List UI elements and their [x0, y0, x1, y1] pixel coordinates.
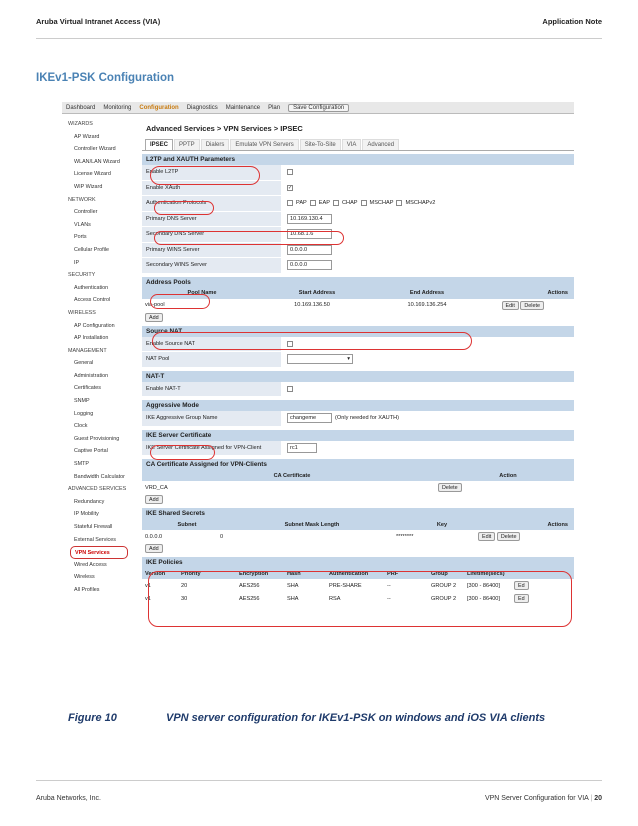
policy-cell: v1 — [145, 595, 151, 602]
source-nat-header: Source NAT — [142, 326, 574, 337]
subnet-col: Subnet — [177, 521, 197, 528]
sidebar-item-snmp[interactable]: SNMP — [74, 398, 90, 405]
enable-natt-label: Enable NAT-T — [142, 382, 281, 397]
sidebar-item-guest-provisioning[interactable]: Guest Provisioning — [74, 435, 120, 442]
ca-action-col: Action — [499, 472, 517, 479]
pap-checkbox[interactable] — [287, 200, 293, 206]
tab-site-to-site[interactable]: Site-To-Site — [300, 139, 341, 150]
ca-cert-cell: VRD_CA — [145, 484, 168, 491]
policy-cell: v1 — [145, 582, 151, 589]
save-configuration-button[interactable]: Save Configuration — [288, 104, 349, 112]
policy-cell: -- — [387, 595, 391, 602]
secondary-dns-label: Secondary DNS Server — [142, 227, 281, 242]
nat-pool-label: NAT Pool — [142, 352, 281, 367]
primary-dns-input[interactable]: 10.169.130.4 — [287, 214, 332, 224]
sidebar-item-authentication[interactable]: Authentication — [74, 284, 109, 291]
header-left: Aruba Virtual Intranet Access (VIA) — [36, 17, 161, 26]
secret-subnet-cell: 0.0.0.0 — [145, 533, 163, 540]
top-nav — [62, 102, 574, 114]
eap-label: EAP — [318, 200, 330, 207]
tab-dialers[interactable]: Dialers — [201, 139, 230, 150]
highlight-address-pools — [150, 294, 210, 309]
sidebar-section-wizards: WIZARDS — [68, 121, 93, 127]
policy-cell: -- — [387, 582, 391, 589]
aggr-group-input[interactable]: changeme — [287, 413, 332, 423]
ike-secrets-header: IKE Shared Secrets — [142, 508, 574, 519]
secret-edit-button[interactable]: Edit — [478, 532, 495, 541]
primary-wins-input[interactable]: 0.0.0.0 — [287, 245, 332, 255]
sidebar-item-external-services[interactable]: External Services — [74, 536, 116, 543]
highlight-primary-dns — [154, 231, 344, 245]
mask-col: Subnet Mask Length — [284, 521, 340, 528]
enable-xauth-label: Enable XAuth — [142, 181, 281, 196]
policy-cell: 30 — [181, 595, 188, 602]
tab-via[interactable]: VIA — [342, 139, 362, 150]
sidebar-section-security: SECURITY — [68, 272, 96, 279]
key-col: Key — [436, 521, 448, 528]
figure-number: Figure 10 — [68, 712, 117, 724]
pool-end-cell: 10.169.136.254 — [407, 302, 447, 308]
highlight-xauth — [154, 201, 214, 215]
policy-col-4: Authentication — [329, 570, 369, 577]
enable-natt-row — [142, 382, 574, 398]
secondary-wins-input[interactable]: 0.0.0.0 — [287, 260, 332, 270]
auth-protocols-label: Authentication Protocols — [142, 196, 281, 211]
sidebar-item-controller[interactable]: Controller — [74, 209, 98, 216]
header-divider — [36, 38, 602, 39]
sidebar-section-management: MANAGEMENT — [68, 347, 107, 354]
end-address-col: End Address — [409, 290, 445, 296]
tab-advanced[interactable]: Advanced — [362, 139, 399, 150]
highlight-l2tp — [150, 166, 260, 185]
sidebar-section-advanced-services: ADVANCED SERVICES — [68, 486, 127, 493]
table-row — [142, 530, 574, 543]
tab-ipsec[interactable]: IPSEC — [145, 139, 173, 150]
enable-l2tp-checkbox[interactable] — [287, 169, 293, 175]
ca-cert-col: CA Certificate — [273, 472, 311, 479]
policy-col-3: Hash — [287, 570, 301, 577]
header-right: Application Note — [542, 17, 602, 26]
start-address-col: Start Address — [298, 290, 336, 296]
highlight-shared-secrets — [148, 571, 572, 627]
secret-add-button[interactable]: Add — [145, 544, 163, 553]
tab-emulate-vpn[interactable]: Emulate VPN Servers — [230, 139, 298, 150]
sidebar-item-clock[interactable]: Clock — [74, 423, 88, 430]
page-footer — [36, 795, 602, 802]
chap-checkbox[interactable] — [333, 200, 339, 206]
sidebar-section-wireless: WIRELESS — [68, 309, 96, 316]
sidebar-item-captive-portal[interactable]: Captive Portal — [74, 448, 108, 455]
policy-cell: 20 — [181, 582, 188, 589]
policy-cell: AES256 — [239, 582, 260, 589]
nat-pool-select[interactable]: ▾ — [287, 354, 353, 364]
ike-cert-select[interactable]: rc1 — [287, 443, 317, 453]
sidebar-item-ports[interactable]: Ports — [74, 234, 87, 241]
secrets-table-header — [142, 519, 574, 530]
pool-delete-button[interactable]: Delete — [520, 301, 544, 310]
l2tp-section-header: L2TP and XAUTH Parameters — [142, 154, 574, 165]
sidebar-item-access-control[interactable]: Access Control — [74, 297, 111, 304]
pool-name-col: Pool Name — [187, 290, 217, 296]
policy-edit-button[interactable]: Ed — [514, 594, 529, 603]
sidebar-item-smtp[interactable]: SMTP — [74, 461, 89, 468]
aggr-note: (Only needed for XAUTH) — [335, 415, 400, 422]
nav-diagnostics[interactable]: Diagnostics — [186, 104, 218, 111]
sidebar-item-wip-wizard[interactable]: WIP Wizard — [74, 183, 103, 190]
pool-start-cell: 10.169.136.50 — [294, 302, 330, 308]
mschap-checkbox[interactable] — [361, 200, 367, 206]
sidebar-section-network: NETWORK — [68, 196, 96, 203]
highlight-pool-row — [152, 332, 472, 350]
secondary-wins-row — [142, 258, 574, 274]
footer-doc-title: VPN Server Configuration for VIA — [484, 795, 589, 802]
sidebar-item-administration[interactable]: Administration — [74, 372, 109, 379]
policy-edit-button[interactable]: Ed — [514, 581, 529, 590]
page-number: 20 — [594, 795, 602, 802]
chap-label: CHAP — [341, 200, 358, 207]
policy-cell: GROUP 2 — [431, 595, 457, 602]
sidebar-item-wireless[interactable]: Wireless — [74, 574, 95, 581]
ike-cert-header: IKE Server Certificate — [142, 430, 574, 441]
figure-caption — [68, 712, 545, 724]
policy-col-0: Version — [145, 570, 166, 577]
tab-pptp[interactable]: PPTP — [174, 139, 200, 150]
ca-cert-header: CA Certificate Assigned for VPN-Clients — [142, 459, 574, 470]
pool-edit-button[interactable]: Edit — [502, 301, 519, 310]
policy-col-2: Encryption — [239, 570, 269, 577]
sidebar — [62, 118, 136, 702]
sidebar-item-redundancy[interactable]: Redundancy — [74, 498, 105, 505]
sidebar-item-cellular-profile[interactable]: Cellular Profile — [74, 246, 110, 253]
mschapv2-checkbox[interactable] — [396, 200, 402, 206]
highlight-aggressive-mode — [150, 445, 215, 460]
pap-label: PAP — [296, 200, 307, 207]
sidebar-item-stateful-firewall[interactable]: Stateful Firewall — [74, 524, 113, 530]
policy-cell: SHA — [287, 595, 299, 602]
secondary-dns-input[interactable]: 10.68.1.6 — [287, 229, 332, 239]
nav-configuration[interactable]: Configuration — [139, 104, 179, 111]
policy-col-5: PRF — [387, 570, 399, 577]
sidebar-item-ap-installation[interactable]: AP Installation — [74, 335, 109, 342]
pool-add-button[interactable]: Add — [145, 313, 163, 322]
sidebar-item-vpn-services[interactable]: VPN Services — [70, 546, 128, 559]
sidebar-item-ap-configuration[interactable]: AP Configuration — [74, 322, 115, 329]
sidebar-item-certificates[interactable]: Certificates — [74, 385, 101, 392]
sidebar-item-controller-wizard[interactable]: Controller Wizard — [74, 146, 116, 153]
enable-snat-label: Enable Source NAT — [142, 337, 281, 352]
policy-col-6: Group — [431, 570, 448, 577]
section-title: IKEv1-PSK Configuration — [36, 72, 175, 84]
footer-right: VPN Server Configuration for VIA | 20 — [484, 795, 602, 802]
sidebar-item-general[interactable]: General — [74, 360, 94, 367]
policy-cell: [300 - 86400] — [467, 582, 500, 589]
sidebar-item-wired-access[interactable]: Wired Access — [74, 561, 107, 568]
nav-maintenance[interactable]: Maintenance — [225, 104, 261, 111]
footer-divider — [36, 780, 602, 781]
primary-wins-label: Primary WINS Server — [142, 243, 281, 258]
policy-cell: SHA — [287, 582, 299, 589]
page-header — [36, 17, 602, 31]
page-title: Advanced Services > VPN Services > IPSEC — [146, 124, 303, 133]
nav-monitoring[interactable]: Monitoring — [103, 104, 132, 111]
nat-pool-row — [142, 352, 574, 368]
primary-dns-label: Primary DNS Server — [142, 212, 281, 227]
figure-text: VPN server configuration for IKEv1-PSK on windows and iOS VIA clients — [166, 712, 546, 724]
aggr-group-label: IKE Aggressive Group Name — [142, 411, 281, 426]
secret-delete-button[interactable]: Delete — [497, 532, 521, 541]
sidebar-item-all-profiles[interactable]: All Profiles — [74, 586, 100, 593]
sidebar-item-ip[interactable]: IP — [74, 259, 80, 266]
ca-add-button[interactable]: Add — [145, 495, 163, 504]
enable-l2tp-label: Enable L2TP — [142, 165, 281, 180]
enable-natt-checkbox[interactable] — [287, 386, 293, 392]
secret-key-cell: ******** — [396, 533, 414, 540]
aggressive-mode-header: Aggressive Mode — [142, 400, 574, 411]
aggr-group-row — [142, 411, 574, 427]
policy-col-7: Lifetime(secs) — [467, 570, 505, 577]
policy-cell: [300 - 86400] — [467, 595, 500, 602]
sidebar-item-wlan-lan-wizard[interactable]: WLAN/LAN Wizard — [74, 158, 120, 165]
address-pools-header: Address Pools — [142, 277, 574, 288]
tab-bar — [142, 138, 574, 151]
table-row — [142, 481, 574, 494]
nat-t-header: NAT-T — [142, 371, 574, 382]
sidebar-item-license-wizard[interactable]: License Wizard — [74, 171, 111, 178]
ca-table-header — [142, 470, 574, 481]
policy-cell: GROUP 2 — [431, 582, 457, 589]
nav-dashboard[interactable]: Dashboard — [66, 104, 96, 111]
ca-delete-button[interactable]: Delete — [438, 483, 462, 492]
enable-xauth-checkbox[interactable]: ✓ — [288, 184, 293, 191]
mschapv2-label: MSCHAPv2 — [405, 200, 436, 207]
sidebar-item-logging[interactable]: Logging — [74, 410, 94, 417]
sidebar-item-vlans[interactable]: VLANs — [74, 221, 91, 228]
policy-cell: RSA — [329, 595, 341, 602]
secondary-wins-label: Secondary WINS Server — [142, 258, 281, 273]
sidebar-item-ip-mobility[interactable]: IP Mobility — [74, 511, 99, 518]
sidebar-item-bandwidth-calculator[interactable]: Bandwidth Calculator — [74, 473, 125, 480]
sidebar-item-ap-wizard[interactable]: AP Wizard — [74, 133, 100, 140]
eap-checkbox[interactable] — [310, 200, 316, 206]
pool-actions-col: Actions — [547, 290, 568, 296]
footer-left: Aruba Networks, Inc. — [36, 795, 101, 802]
policy-cell: PRE-SHARE — [329, 582, 362, 589]
screenshot-figure — [62, 102, 574, 702]
secret-mask-cell: 0 — [220, 533, 224, 540]
policy-cell: AES256 — [239, 595, 260, 602]
policy-col-1: Priority — [181, 570, 201, 577]
pool-name-cell: via-pool — [145, 302, 165, 308]
mschap-label: MSCHAP — [369, 200, 394, 207]
ike-policies-header: IKE Policies — [142, 557, 574, 568]
secrets-actions-col: Actions — [547, 521, 568, 528]
ike-cert-label: IKE Server Certificate Assigned for VPN-Client — [142, 441, 281, 456]
nav-plan[interactable]: Plan — [268, 104, 281, 111]
